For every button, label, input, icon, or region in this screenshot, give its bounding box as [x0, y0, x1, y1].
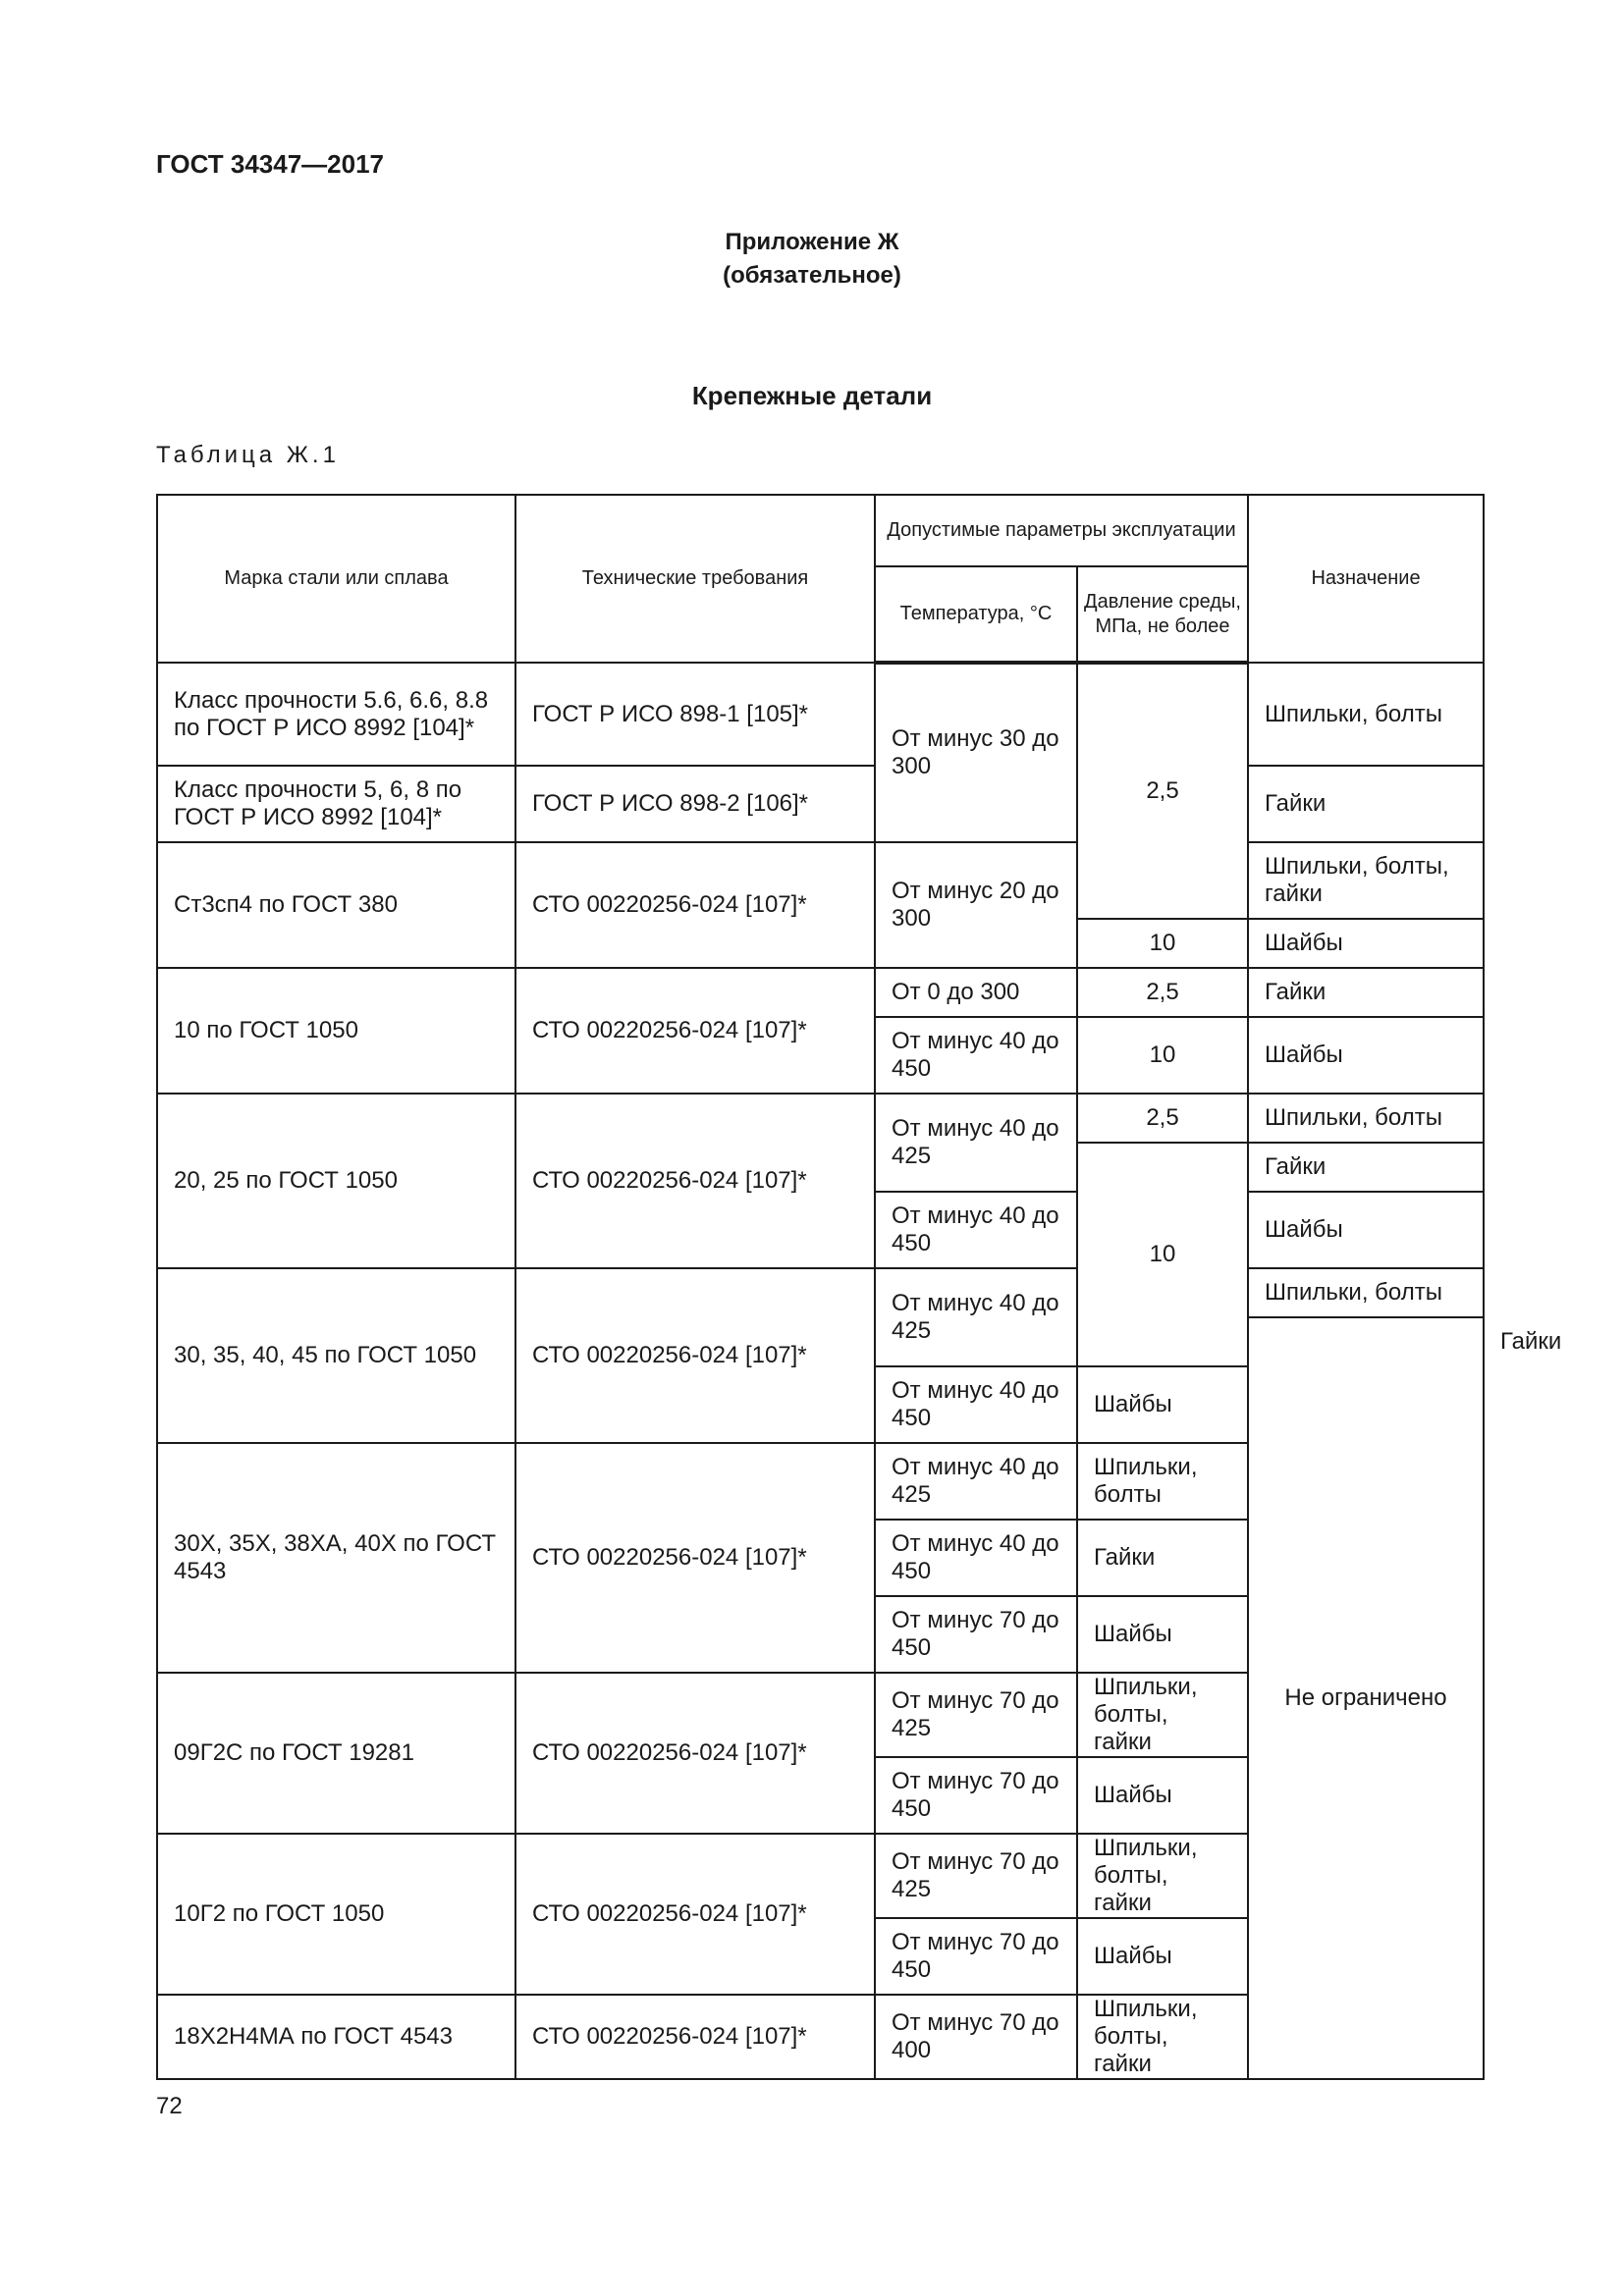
requirements-cell: СТО 00220256-024 [107]* — [515, 1268, 875, 1443]
purpose-cell: Гайки — [1248, 1143, 1484, 1192]
temperature-cell: От минус 40 до 450 — [875, 1017, 1077, 1094]
grade-cell: 10 по ГОСТ 1050 — [157, 968, 515, 1094]
pressure-cell: 2,5 — [1077, 1094, 1248, 1143]
purpose-cell: Шайбы — [1077, 1366, 1248, 1443]
purpose-cell: Шайбы — [1077, 1757, 1248, 1834]
appendix-heading — [0, 226, 1624, 293]
requirements-cell: СТО 00220256-024 [107]* — [515, 842, 875, 968]
purpose-cell: Шпильки, болты — [1248, 1268, 1484, 1317]
header-temperature: Температура, °С — [875, 566, 1077, 663]
pressure-cell: 2,5 — [1077, 663, 1248, 919]
appendix-title: Приложение Ж — [725, 229, 899, 255]
temperature-cell: От минус 70 до 450 — [875, 1596, 1077, 1673]
appendix-status: (обязательное) — [723, 262, 901, 289]
table-caption: Таблица Ж.1 — [156, 442, 340, 468]
temperature-cell: От минус 30 до 300 — [875, 663, 1077, 842]
requirements-cell: СТО 00220256-024 [107]* — [515, 968, 875, 1094]
requirements-cell: СТО 00220256-024 [107]* — [515, 1673, 875, 1834]
table-row — [157, 842, 1484, 919]
temperature-cell: От минус 70 до 425 — [875, 1834, 1077, 1918]
temperature-cell: От минус 40 до 450 — [875, 1192, 1077, 1268]
grade-cell: Класс прочности 5, 6, 8 по ГОСТ Р ИСО 8992 [104]* — [157, 766, 515, 842]
pressure-cell: 10 — [1077, 1143, 1248, 1366]
purpose-cell: Шпильки, болты, гайки — [1077, 1834, 1248, 1918]
pressure-cell: Не ограничено — [1248, 1317, 1484, 2079]
purpose-cell: Шпильки, болты, гайки — [1077, 1673, 1248, 1757]
grade-cell: 18Х2Н4МА по ГОСТ 4543 — [157, 1995, 515, 2079]
purpose-cell: Гайки — [1077, 1520, 1248, 1596]
temperature-cell: От минус 40 до 450 — [875, 1520, 1077, 1596]
temperature-cell: От минус 20 до 300 — [875, 842, 1077, 968]
grade-cell: Ст3сп4 по ГОСТ 380 — [157, 842, 515, 968]
temperature-cell: От минус 40 до 425 — [875, 1094, 1077, 1192]
grade-cell: Класс прочности 5.6, 6.6, 8.8 по ГОСТ Р ИСО 8992 [104]* — [157, 663, 515, 766]
requirements-cell: ГОСТ Р ИСО 898-2 [106]* — [515, 766, 875, 842]
purpose-cell: Гайки — [1248, 968, 1484, 1017]
purpose-cell: Шпильки, болты — [1077, 1443, 1248, 1520]
page-number: 72 — [156, 2093, 183, 2119]
purpose-cell: Шпильки, болты — [1248, 1094, 1484, 1143]
section-title: Крепежные детали — [691, 381, 933, 410]
purpose-cell: Шайбы — [1248, 919, 1484, 968]
temperature-cell: От минус 70 до 400 — [875, 1995, 1077, 2079]
requirements-cell: ГОСТ Р ИСО 898-1 [105]* — [515, 663, 875, 766]
purpose-cell: Шайбы — [1248, 1192, 1484, 1268]
requirements-cell: СТО 00220256-024 [107]* — [515, 1443, 875, 1673]
header-grade: Марка стали или сплава — [157, 495, 515, 663]
header-purpose: Назначение — [1248, 495, 1484, 663]
temperature-cell: От минус 70 до 450 — [875, 1757, 1077, 1834]
table-row — [157, 1094, 1484, 1143]
grade-cell: 30, 35, 40, 45 по ГОСТ 1050 — [157, 1268, 515, 1443]
temperature-cell: От минус 70 до 450 — [875, 1918, 1077, 1995]
purpose-cell: Шайбы — [1248, 1017, 1484, 1094]
header-params: Допустимые параметры эксплуатации — [875, 495, 1248, 566]
pressure-cell: 2,5 — [1077, 968, 1248, 1017]
temperature-cell: От минус 40 до 425 — [875, 1443, 1077, 1520]
grade-cell: 09Г2С по ГОСТ 19281 — [157, 1673, 515, 1834]
purpose-cell: Гайки — [1248, 766, 1484, 842]
temperature-cell: От минус 70 до 425 — [875, 1673, 1077, 1757]
header-pressure: Давление среды, МПа, не более — [1077, 566, 1248, 663]
grade-cell: 30Х, 35Х, 38ХА, 40Х по ГОСТ 4543 — [157, 1443, 515, 1673]
table-row — [157, 766, 1484, 842]
purpose-cell: Шайбы — [1077, 1596, 1248, 1673]
pressure-cell: 10 — [1077, 1017, 1248, 1094]
header-requirements: Технические требования — [515, 495, 875, 663]
pressure-cell: 10 — [1077, 919, 1248, 968]
temperature-cell: От 0 до 300 — [875, 968, 1077, 1017]
table-row: Не ограничено Гайки — [157, 1317, 1484, 1366]
purpose-cell: Шайбы — [1077, 1918, 1248, 1995]
purpose-cell: Шпильки, болты, гайки — [1077, 1995, 1248, 2079]
temperature-cell: От минус 40 до 425 — [875, 1268, 1077, 1366]
grade-cell: 20, 25 по ГОСТ 1050 — [157, 1094, 515, 1268]
requirements-cell: СТО 00220256-024 [107]* — [515, 1834, 875, 1995]
table-row — [157, 968, 1484, 1017]
table-row — [157, 1268, 1484, 1317]
requirements-cell: СТО 00220256-024 [107]* — [515, 1995, 875, 2079]
purpose-cell: Шпильки, болты, гайки — [1248, 842, 1484, 919]
temperature-cell: От минус 40 до 450 — [875, 1366, 1077, 1443]
header-row — [157, 495, 1484, 566]
table-row — [157, 663, 1484, 766]
fasteners-table — [156, 494, 1562, 2080]
purpose-cell: Шпильки, болты — [1248, 663, 1484, 766]
document-code: ГОСТ 34347—2017 — [156, 149, 384, 179]
requirements-cell: СТО 00220256-024 [107]* — [515, 1094, 875, 1268]
grade-cell: 10Г2 по ГОСТ 1050 — [157, 1834, 515, 1995]
